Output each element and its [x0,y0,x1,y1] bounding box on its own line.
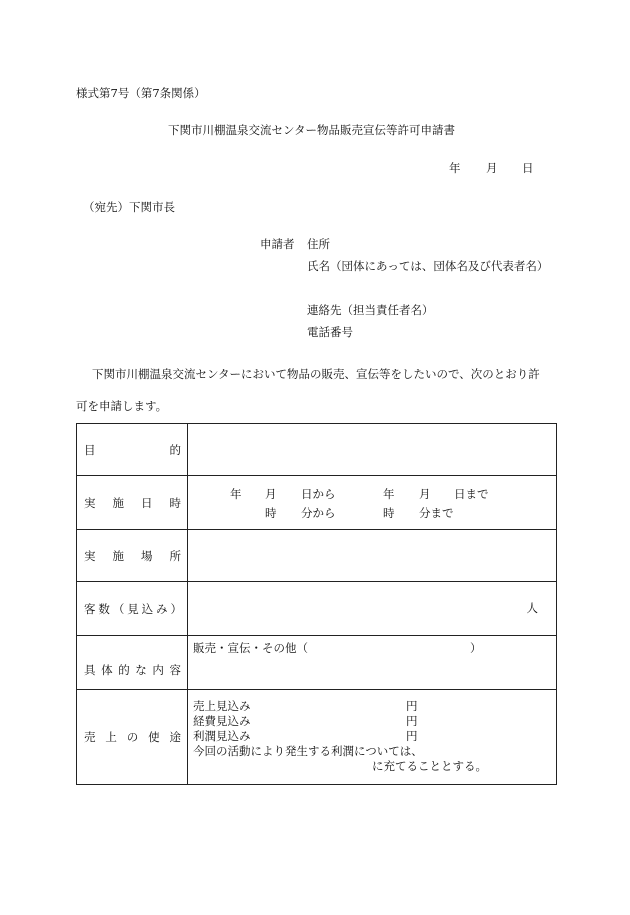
row-place [77,530,557,582]
label-char: 実 [84,548,96,563]
guests-unit: 人 [526,601,538,615]
cost-estimate-label: 経費見込み [193,714,251,728]
label-char: 具 [84,662,96,677]
row-purpose [77,424,557,476]
row-content [77,636,557,690]
profit-note-line2: に充てることとする。 [372,759,487,773]
document-title: 下関市川棚温泉交流センター物品販売宣伝等許可申請書 [168,123,456,137]
form-number: 様式第7号（第7条関係） [76,86,206,100]
label-char: 内 [152,662,164,677]
applicant-name: 氏名（団体にあっては、団体名及び代表者名） [307,259,549,273]
label-char: 場 [141,548,153,563]
body-text-line1: 下関市川棚温泉交流センターにおいて物品の販売、宣伝等をしたいので、次のとおり許 [92,367,540,381]
content-value [188,636,557,690]
end-hour: 時 [383,506,395,520]
label-char: 所 [169,548,181,563]
date-month: 月 [486,161,498,175]
label-char: 売 [84,730,96,744]
label-char: 体 [101,662,113,677]
end-minute: 分まで [419,506,454,520]
body-text-line2: 可を申請します。 [76,399,168,413]
start-month: 月 [265,487,277,501]
label-char: 施 [112,548,124,563]
applicant-contact: 連絡先（担当責任者名） [307,303,434,317]
end-year: 年 [383,487,395,501]
date-day: 日 [522,161,534,175]
sales-estimate-label: 売上見込み [193,699,251,713]
label-char: 時 [169,495,181,510]
applicant-address: 住所 [307,237,330,251]
end-month: 月 [419,487,431,501]
start-year: 年 [230,487,242,501]
label-char: 込 [141,601,154,616]
label-char: 使 [148,730,160,744]
guests-value [188,582,557,636]
label-content [77,636,188,690]
start-day: 日から [301,487,336,501]
label-char: 見 [127,601,139,616]
place-value [188,530,557,582]
label-char: 日 [141,495,153,510]
purpose-value [188,424,557,476]
label-char: な [135,662,147,677]
date-time-value [188,476,557,530]
label-place [77,530,188,582]
label-char: 実 [84,495,96,510]
label-char: 容 [169,662,181,677]
content-close-paren: ） [470,641,482,655]
label-char: ） [170,601,182,616]
label-char: 目 [84,442,96,457]
cost-estimate-unit: 円 [406,714,418,728]
label-date-time [77,476,188,530]
start-hour: 時 [265,506,277,520]
applicant-label: 申請者 [260,237,295,251]
sales-estimate-unit: 円 [406,699,418,713]
content-options: 販売・宣伝・その他（ [193,641,308,655]
label-guests [77,582,188,636]
label-char: 的 [118,662,130,677]
date-year: 年 [449,161,461,175]
applicant-phone: 電話番号 [307,325,353,339]
end-day: 日まで [454,487,489,501]
addressee: （宛先）下関市長 [83,200,175,214]
label-purpose [77,424,188,476]
label-char: 的 [169,442,181,457]
label-char: み [156,601,168,616]
row-date-time [77,476,557,530]
label-char: の [126,730,139,744]
row-guests [77,582,557,636]
label-sales [77,690,188,785]
row-sales [77,690,557,785]
profit-estimate-unit: 円 [406,729,418,743]
start-minute: 分から [301,506,336,520]
sales-value [188,690,557,785]
label-char: 客 [84,601,96,616]
label-char: （ [112,601,125,616]
label-char: 施 [112,495,124,510]
label-char: 数 [98,601,110,616]
profit-note-line1: 今回の活動により発生する利潤については、 [193,744,423,758]
label-char: 途 [169,730,181,744]
profit-estimate-label: 利潤見込み [193,729,251,743]
label-char: 上 [105,730,117,744]
application-table [76,423,557,785]
